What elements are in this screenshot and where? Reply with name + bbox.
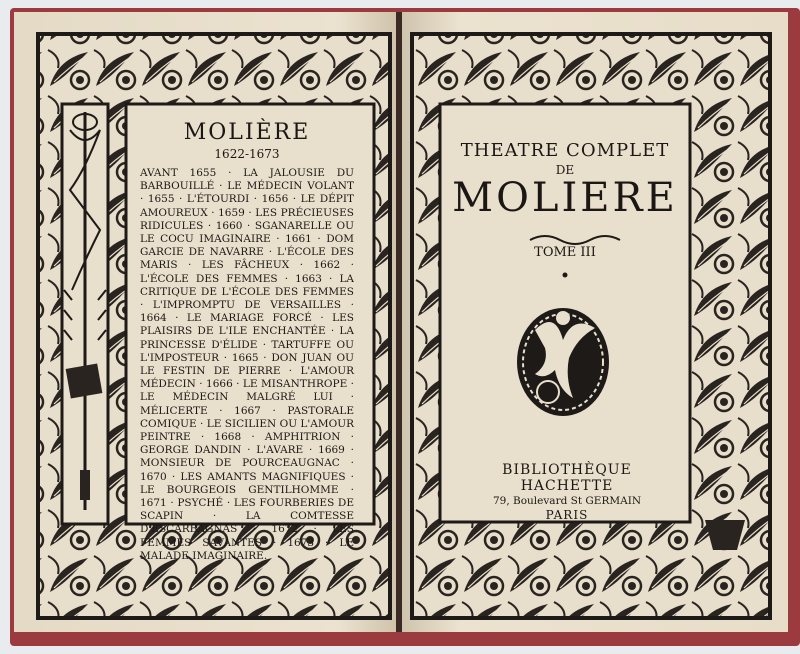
works-list: AVANT 1655 · LA JALOUSIE DU BARBOUILLÉ · LE MÉDECIN VOLANT · 1655 · L'ÉTOURDI · 1656 · LE DÉPIT AMOUREUX · 1659 · LES PRÉCIEUSES RIDICULES · 1660 · SGANARELLE OU LE COCU IMAGINAIRE · 1661 · DOM GARCIE DE NAVARRE · L'ÉCOLE DES MARIS · LES FÂCHEUX · 1662 · L'ÉCOLE DES FEMMES · 1663 · LA CRITIQUE DE L'ÉCOLE DES FEMMES · L'IMPROMPTU DE VERSAILLES · 1664 · LE MARIAGE FORCÉ · LES PLAISIRS DE L'ILE ENCHANTÉE · LA PRINCESSE D'ÉLIDE · TARTUFFE OU L'IMPOSTEUR · 1665 · DON JUAN OU LE FESTIN DE PIERRE · L'AMOUR MÉDECIN · 1666 · LE MISANTHROPE · LE MÉDECIN MALGRÉ LUI · MÉLICERTE · 1667 · PASTORALE COMIQUE · LE SICILIEN OU L'AMOUR PEINTRE · 1668 · AMPHITRION · GEORGE DANDIN · L'AVARE · 1669 · MONSIEUR DE POURCEAUGNAC · 1670 · LES AMANTS MAGNIFIQUES · LE BOURGEOIS GENTILHOMME · 1671 · PSYCHÉ · LES FOURBERIES DE SCAPIN · LA COMTESSE D'ESCARBAGNAS · 1672 · LES FEMMES SAVANTES · 1673 · LE MALADE IMAGINAIRE. (140, 167, 354, 562)
title-line-2: DE (555, 163, 575, 177)
title-line-3: MOLIERE (452, 175, 678, 221)
volume-label: TOME III (534, 245, 596, 260)
publisher-block (454, 462, 680, 522)
author-name: MOLIÈRE (183, 120, 311, 145)
publisher-name: BIBLIOTHÈQUE HACHETTE (502, 462, 632, 494)
hachette-emblem (517, 308, 609, 416)
left-text-panel (136, 112, 358, 563)
publisher-address: 79, Boulevard St GERMAIN (492, 495, 642, 507)
author-dates: 1622-1673 (214, 147, 280, 161)
title-line-1: THEATRE COMPLET (460, 140, 670, 161)
title-block (450, 140, 680, 260)
publisher-city: PARIS (545, 508, 589, 522)
